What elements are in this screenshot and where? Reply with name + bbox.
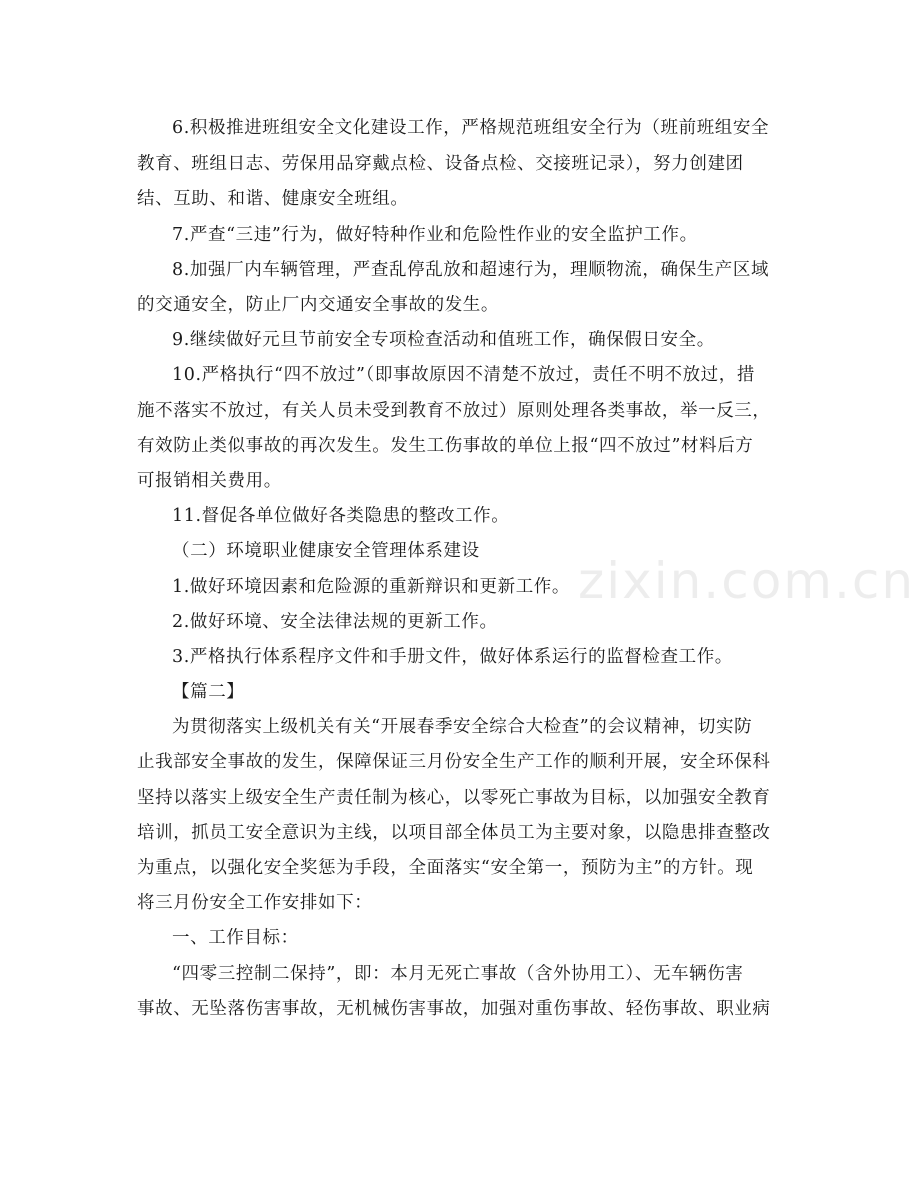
paragraph-line: 7.严查“三违”行为，做好特种作业和危险性作业的安全监护工作。 [172,225,698,245]
section-heading: （二）环境职业健康安全管理体系建设 [172,541,480,561]
paragraph-line: “四零三控制二保持”，即：本月无死亡事故（含外协用工）、无车辆伤害 [172,964,744,984]
paragraph-line: 8.加强厂内车辆管理，严查乱停乱放和超速行为，理顺物流，确保生产区域 [172,260,770,280]
paragraph-line: 1.做好环境因素和危险源的重新辩识和更新工作。 [172,577,570,597]
paragraph-line: 教育、班组日志、劳保用品穿戴点检、设备点检、交接班记录），努力创建团 [137,154,744,174]
paragraph-line: 止我部安全事故的发生，保障保证三月份安全生产工作的顺利开展，安全环保科 [137,752,771,772]
part-heading: 【篇二】 [172,682,245,702]
paragraph-line: 2.做好环境、安全法律法规的更新工作。 [172,612,498,632]
paragraph-line: 坚持以落实上级安全生产责任制为核心，以零死亡事故为目标，以加强安全教育 [137,788,771,808]
paragraph-line: 的交通安全，防止厂内交通安全事故的发生。 [137,295,499,315]
paragraph-line: 9.继续做好元旦节前安全专项检查活动和值班工作，确保假日安全。 [172,330,715,350]
paragraph-line: 培训，抓员工安全意识为主线，以项目部全体员工为主要对象，以隐患排查整改 [137,823,771,843]
paragraph-line: 11.督促各单位做好各类隐患的整改工作。 [172,506,510,526]
paragraph-line: 为重点，以强化安全奖惩为手段，全面落实“安全第一，预防为主”的方针。现 [137,858,754,878]
paragraph-line: 可报销相关费用。 [137,471,282,491]
paragraph-line: 为贯彻落实上级机关有关“开展春季安全综合大检查”的会议精神，切实防 [172,717,753,737]
paragraph-line: 3.严格执行体系程序文件和手册文件，做好体系运行的监督检查工作。 [172,647,733,667]
paragraph-line: 有效防止类似事故的再次发生。发生工伤事故的单位上报“四不放过”材料后方 [137,436,754,456]
paragraph-line: 10.严格执行“四不放过”（即事故原因不清楚不放过，责任不明不放过，措 [172,365,755,385]
section-heading: 一、工作目标： [172,928,299,948]
paragraph-line: 事故、无坠落伤害事故，无机械伤害事故，加强对重伤事故、轻伤事故、职业病 [137,999,771,1019]
paragraph-line: 结、互助、和谐、健康安全班组。 [137,189,409,209]
paragraph-line: 施不落实不放过，有关人员未受到教育不放过）原则处理各类事故，举一反三， [137,401,771,421]
watermark: zixin.com.cn [578,552,916,610]
paragraph-line: 将三月份安全工作安排如下： [137,893,373,913]
paragraph-line: 6.积极推进班组安全文化建设工作，严格规范班组安全行为（班前班组安全 [172,118,770,138]
